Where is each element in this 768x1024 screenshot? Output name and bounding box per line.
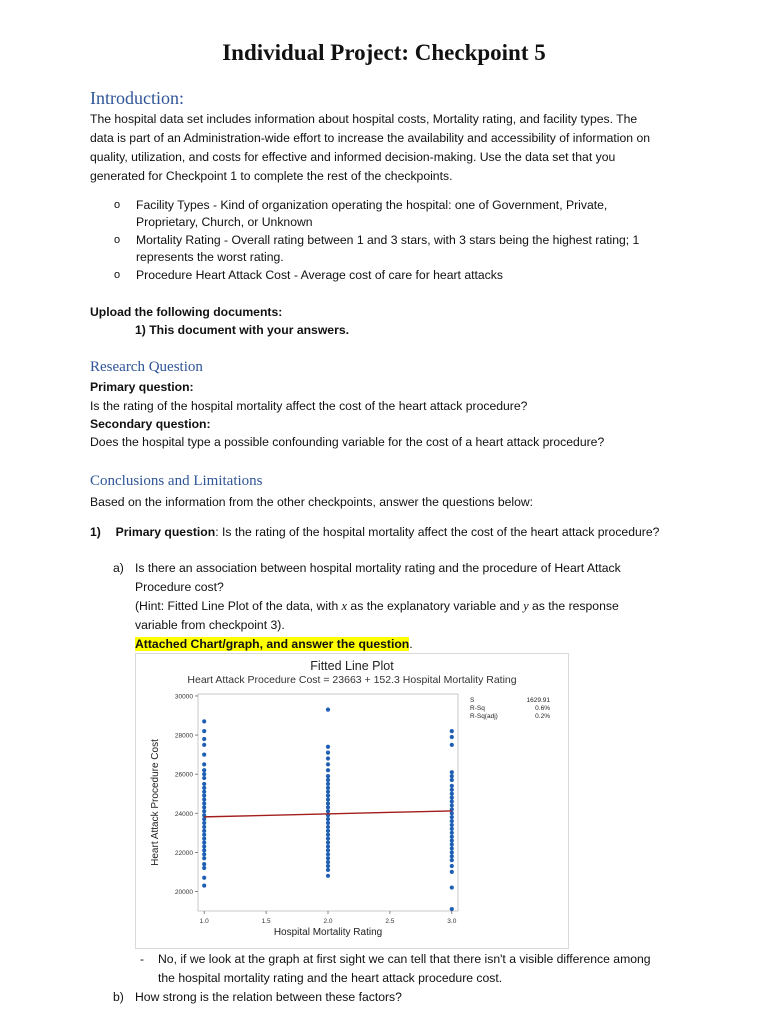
data-point — [202, 768, 206, 772]
data-point — [202, 848, 206, 852]
list-item — [90, 232, 710, 266]
data-point — [202, 856, 206, 860]
question-a-letter: a) — [113, 561, 124, 575]
data-point — [202, 737, 206, 741]
x-tick-label: 1.5 — [261, 918, 271, 925]
introduction-line: generated for Checkpoint 1 to complete the rest of the checkpoints. — [90, 169, 453, 183]
hint-part: as the explanatory variable and — [347, 599, 524, 613]
secondary-question-text: Does the hospital type a possible confounding variable for the cost of a heart attack procedure? — [90, 435, 605, 449]
bullet-circle-icon: o — [114, 199, 121, 211]
data-point — [202, 794, 206, 798]
stat-value: 1629.91 — [526, 697, 550, 704]
data-point — [202, 866, 206, 870]
data-point — [326, 797, 330, 801]
data-point — [450, 792, 454, 796]
data-point — [202, 876, 206, 880]
bullet-circle-icon: o — [114, 234, 121, 246]
data-point — [202, 809, 206, 813]
x-tick-label: 1.0 — [199, 918, 209, 925]
data-point — [326, 837, 330, 841]
hint-part: (Hint: Fitted Line Plot of the data, with — [135, 599, 342, 613]
data-point — [202, 786, 206, 790]
list-item — [90, 197, 710, 231]
question-b-letter: b) — [113, 990, 124, 1004]
data-point — [202, 852, 206, 856]
list-item-text: Facility Types - Kind of organization operating the hospital: one of Government, Private, — [136, 198, 608, 212]
y-tick-label: 24000 — [174, 810, 193, 818]
bullet-circle-icon: o — [114, 269, 121, 281]
x-tick-label: 2.0 — [323, 918, 333, 925]
data-point — [450, 788, 454, 792]
hint-x-symbol: x — [341, 599, 348, 613]
stat-label: S — [470, 697, 475, 704]
data-point — [450, 850, 454, 854]
answer-text: No, if we look at the graph at first sight we can tell that there isn't a visible difference among — [158, 952, 651, 966]
data-point — [202, 772, 206, 776]
instruction-period: . — [409, 637, 413, 651]
data-point — [326, 821, 330, 825]
stat-value: 0.2% — [535, 713, 550, 720]
data-point — [326, 829, 330, 833]
data-point — [450, 729, 454, 733]
data-point — [450, 778, 454, 782]
hint-text — [135, 597, 735, 616]
question-a-text: Procedure cost? — [135, 580, 224, 594]
upload-heading: Upload the following documents: — [90, 305, 283, 319]
conclusions-heading: Conclusions and Limitations — [90, 473, 263, 489]
chart-title: Fitted Line Plot — [310, 659, 394, 673]
data-point — [450, 907, 454, 911]
data-point — [450, 823, 454, 827]
list-item — [90, 267, 710, 284]
x-tick-label: 3.0 — [447, 918, 457, 925]
data-point — [202, 837, 206, 841]
data-point — [202, 801, 206, 805]
data-point — [450, 774, 454, 778]
data-point — [450, 735, 454, 739]
question-a — [135, 559, 735, 654]
data-point — [450, 743, 454, 747]
introduction-line: The hospital data set includes information about hospital costs, Mortality rating, and facility types. The — [90, 112, 638, 126]
data-point — [202, 782, 206, 786]
data-point — [326, 856, 330, 860]
attached-instruction — [135, 635, 735, 654]
data-point — [450, 770, 454, 774]
data-point — [202, 844, 206, 848]
data-point — [326, 805, 330, 809]
y-tick-label: 28000 — [174, 732, 193, 740]
question-a-text: Is there an association between hospital mortality rating and the procedure of Heart Attack — [135, 561, 621, 575]
y-axis-label: Heart Attack Procedure Cost — [150, 739, 161, 866]
data-point — [450, 854, 454, 858]
data-point — [326, 840, 330, 844]
data-point — [326, 774, 330, 778]
y-tick-label: 26000 — [174, 771, 193, 779]
hint-part: as the response — [528, 599, 619, 613]
data-point — [450, 835, 454, 839]
data-point — [326, 868, 330, 872]
data-point — [326, 852, 330, 856]
data-point — [202, 862, 206, 866]
data-point — [450, 784, 454, 788]
data-point — [450, 858, 454, 862]
data-point — [450, 827, 454, 831]
data-point — [326, 768, 330, 772]
data-point — [326, 751, 330, 755]
data-point — [326, 801, 330, 805]
question-1 — [90, 523, 730, 542]
data-point — [202, 753, 206, 757]
question-b-text: How strong is the relation between these factors? — [135, 990, 402, 1004]
data-point — [202, 829, 206, 833]
data-point — [450, 796, 454, 800]
data-point — [450, 842, 454, 846]
list-item-text: represents the worst rating. — [136, 250, 284, 264]
data-point — [326, 778, 330, 782]
data-point — [326, 833, 330, 837]
list-item-text: Proprietary, Church, or Unknown — [136, 215, 313, 229]
data-point — [202, 797, 206, 801]
data-point — [450, 819, 454, 823]
data-point — [326, 825, 330, 829]
highlighted-instruction: Attached Chart/graph, and answer the question — [135, 637, 410, 651]
data-point — [202, 821, 206, 825]
y-tick-label: 20000 — [174, 888, 193, 896]
x-tick-label: 2.5 — [385, 918, 395, 925]
hint-text: variable from checkpoint 3). — [135, 618, 285, 632]
data-point — [326, 786, 330, 790]
data-point — [202, 883, 206, 887]
data-point — [326, 848, 330, 852]
data-point — [326, 874, 330, 878]
data-point — [202, 776, 206, 780]
data-point — [326, 756, 330, 760]
answer-dash: - — [140, 952, 145, 966]
introduction-paragraph — [90, 110, 710, 186]
upload-item: 1) This document with your answers. — [135, 323, 349, 337]
chart-subtitle: Heart Attack Procedure Cost = 23663 + 152.3 Hospital Mortality Rating — [187, 674, 517, 686]
data-point — [450, 811, 454, 815]
data-point — [450, 799, 454, 803]
data-point — [450, 846, 454, 850]
secondary-question-label: Secondary question: — [90, 417, 211, 431]
data-point — [326, 708, 330, 712]
data-point — [202, 840, 206, 844]
data-point — [326, 864, 330, 868]
list-item-text: Mortality Rating - Overall rating between 1 and 3 stars, with 3 stars being the highest rating; 1 — [136, 233, 640, 247]
answer-text: the hospital mortality rating and the heart attack procedure cost. — [158, 971, 503, 985]
data-point — [202, 743, 206, 747]
data-point — [202, 790, 206, 794]
data-point — [450, 831, 454, 835]
data-point — [326, 782, 330, 786]
data-point — [450, 885, 454, 889]
data-point — [450, 864, 454, 868]
primary-question-label: Primary question: — [90, 380, 194, 394]
answer — [158, 950, 738, 988]
question-label: Primary question — [115, 525, 216, 539]
data-point — [450, 870, 454, 874]
data-point — [450, 815, 454, 819]
stat-value: 0.6% — [535, 705, 550, 712]
data-point — [202, 762, 206, 766]
primary-question-text: Is the rating of the hospital mortality affect the cost of the heart attack procedure? — [90, 399, 528, 413]
data-point — [202, 833, 206, 837]
data-point — [326, 860, 330, 864]
question-text: : Is the rating of the hospital mortality affect the cost of the heart attack procedure? — [215, 525, 660, 539]
introduction-heading: Introduction: — [90, 88, 184, 108]
data-point — [202, 729, 206, 733]
data-point — [326, 745, 330, 749]
fitted-line-plot — [135, 653, 569, 949]
data-point — [202, 825, 206, 829]
stat-label: R-Sq — [470, 705, 485, 712]
data-point — [326, 790, 330, 794]
data-point — [326, 762, 330, 766]
data-point — [326, 809, 330, 813]
introduction-line: quality, utilization, and costs for effective and informed decision-making. Use the data set that you — [90, 150, 616, 164]
data-point — [326, 794, 330, 798]
data-point — [326, 817, 330, 821]
variable-list — [90, 197, 710, 285]
x-axis-label: Hospital Mortality Rating — [273, 927, 383, 938]
stat-label: R-Sq(adj) — [470, 713, 498, 720]
research-heading: Research Question — [90, 359, 203, 375]
data-point — [202, 817, 206, 821]
conclusions-intro: Based on the information from the other checkpoints, answer the questions below: — [90, 495, 534, 509]
data-point — [450, 803, 454, 807]
data-point — [202, 719, 206, 723]
hint-y-symbol: y — [523, 599, 529, 613]
introduction-line: data is part of an Administration-wide effort to increase the availability and accessibility of information on — [90, 131, 651, 145]
page-title: Individual Project: Checkpoint 5 — [222, 40, 546, 65]
data-point — [202, 805, 206, 809]
data-point — [326, 844, 330, 848]
question-number: 1) — [90, 525, 101, 539]
y-tick-label: 30000 — [174, 693, 193, 701]
y-tick-label: 22000 — [174, 849, 193, 857]
chart-svg — [136, 654, 568, 948]
data-point — [450, 839, 454, 843]
list-item-text: Procedure Heart Attack Cost - Average cost of care for heart attacks — [136, 268, 503, 282]
